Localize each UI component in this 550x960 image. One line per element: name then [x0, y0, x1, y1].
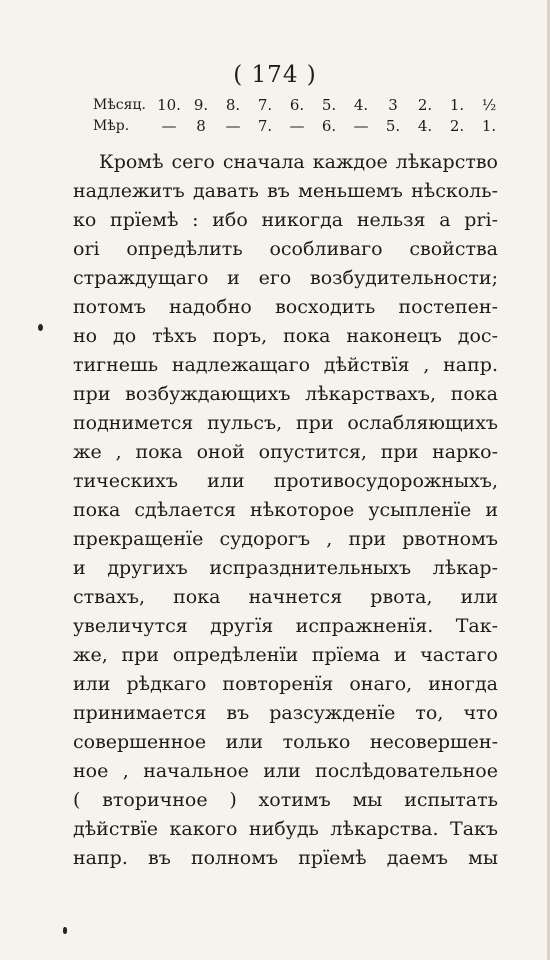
- dose-row-measures: [93, 115, 505, 136]
- dose-cell: 5.: [385, 116, 401, 135]
- text-line: при возбуждающихъ лѣкарствахъ, пока: [73, 383, 498, 405]
- dose-cell: 3: [388, 95, 398, 114]
- dose-cell: 7.: [257, 116, 273, 135]
- text-line: увеличутся другїя испражненїя. Так-: [73, 615, 498, 637]
- dose-cell: 7.: [257, 95, 273, 114]
- dose-cell: 6.: [289, 95, 305, 114]
- dose-row-months: [93, 94, 505, 115]
- text-line: же , пока оной опустится, при нарко-: [73, 441, 498, 463]
- text-line: пока сдѣлается нѣкоторое усыпленїе и: [73, 499, 498, 521]
- dose-cell: 2.: [449, 116, 465, 135]
- dose-cell: —: [225, 116, 241, 135]
- text-line: потомъ надобно восходить постепен-: [73, 296, 498, 318]
- dose-cell: 1.: [449, 95, 465, 114]
- footer-ink-mark: [63, 927, 67, 934]
- dose-cell: 9.: [193, 95, 209, 114]
- dose-cell: —: [353, 116, 369, 135]
- text-line: Кромѣ сего сначала каждое лѣкарство: [99, 151, 498, 173]
- text-line: дѣйствїе какого нибудь лѣкарства. Такъ: [73, 818, 498, 840]
- text-line: страждущаго и его возбудительности;: [73, 267, 498, 289]
- dose-cell: 5.: [321, 95, 337, 114]
- ink-blot-mark: [38, 324, 43, 331]
- text-line: ное , начальное или послѣдовательное: [73, 760, 498, 782]
- text-line: поднимется пульсъ, при ослабляющихъ: [73, 412, 498, 434]
- dose-cell: 1.: [481, 116, 497, 135]
- dose-cell: 2.: [417, 95, 433, 114]
- dose-cell: 4.: [353, 95, 369, 114]
- dose-cell: —: [161, 116, 177, 135]
- dose-cell: —: [289, 116, 305, 135]
- text-line: ori опредѣлить особливаго свойства: [73, 238, 498, 260]
- text-line: тическихъ или противосудорожныхъ,: [73, 470, 498, 492]
- dose-cell: 8: [196, 116, 206, 135]
- text-line: надлежитъ давать въ меньшемъ нѣсколь-: [73, 180, 498, 202]
- dose-row-label: Мѣсяц.: [93, 96, 146, 113]
- text-line: ствахъ, пока начнется рвота, или: [73, 586, 498, 608]
- text-line: принимается въ разсужденїе то, что: [73, 702, 498, 724]
- page-number: ( 174 ): [233, 62, 317, 88]
- text-line: или рѣдкаго повторенїя онаго, иногда: [73, 673, 498, 695]
- text-line: ко прїемѣ : ибо никогда нельзя a pri-: [73, 209, 498, 231]
- text-line: прекращенїе судорогъ , при рвотномъ: [73, 528, 498, 550]
- dose-cell: 10.: [157, 95, 181, 114]
- text-line: напр. въ полномъ прїемѣ даемъ мы: [73, 847, 498, 869]
- text-line: но до тѣхъ поръ, пока наконецъ дос-: [73, 325, 498, 347]
- dose-cell: 8.: [225, 95, 241, 114]
- dose-cell: 4.: [417, 116, 433, 135]
- dose-cell: 6.: [321, 116, 337, 135]
- dose-row-label: Мѣр.: [93, 117, 130, 134]
- text-line: ( вторичное ) хотимъ мы испытать: [73, 789, 498, 811]
- dose-table: [93, 94, 505, 136]
- text-line: и другихъ испразднительныхъ лѣкар-: [73, 557, 498, 579]
- text-line: совершенное или только несовершен-: [73, 731, 498, 753]
- body-paragraph: [73, 148, 498, 873]
- text-line: же, при опредѣленїи прїема и частаго: [73, 644, 498, 666]
- dose-cell: ½: [481, 95, 497, 114]
- text-line: тигнешь надлежащаго дѣйствїя , напр.: [73, 354, 498, 376]
